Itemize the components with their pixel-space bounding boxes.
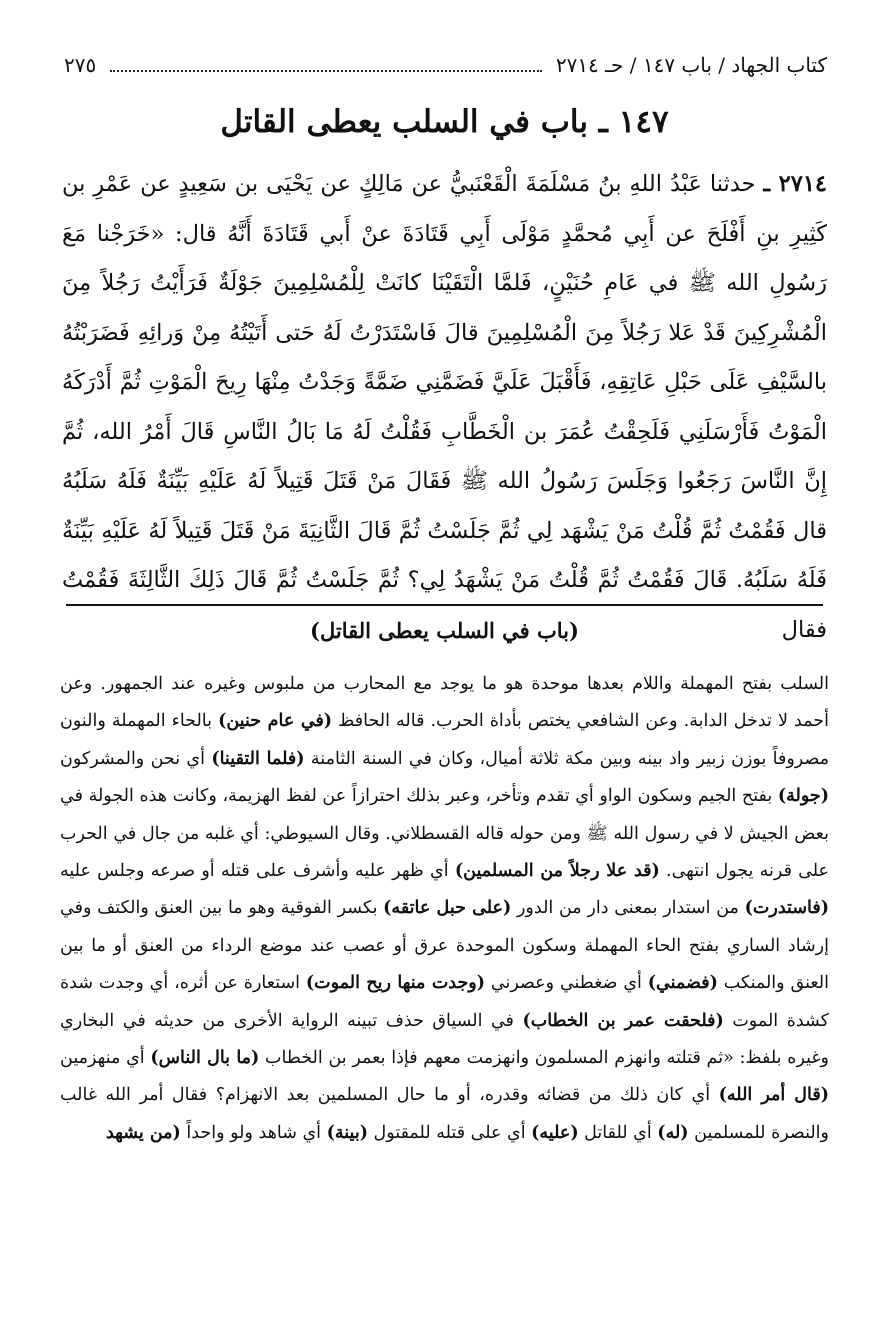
commentary-text: أي للقاتل — [578, 1122, 658, 1143]
commentary-lemma: (بينة) — [326, 1122, 368, 1143]
commentary-text-block — [60, 666, 829, 1152]
commentary-lemma: (وجدت منها ريح الموت) — [305, 973, 486, 994]
commentary-text: أي كان ذلك من قضائه وقدره، أو ما حال المسلمين بعد الانهزام؟ فقال أمر الله غالب والنصرة للمسلمين — [60, 1085, 829, 1143]
commentary-heading: (باب في السلب يعطى القاتل) — [310, 618, 579, 643]
commentary-text: من استدار بمعنى دار من الدور — [511, 898, 745, 919]
commentary-lemma: (على حبل عاتقه) — [383, 898, 512, 919]
commentary-lemma: (جولة) — [777, 786, 829, 807]
commentary-text: أي شاهد ولو واحداً — [180, 1122, 327, 1143]
chapter-heading: ١٤٧ ـ باب في السلب يعطى القاتل — [220, 104, 669, 140]
commentary-text: أي منهزمين — [60, 1048, 151, 1069]
commentary-text: بفتح الجيم وسكون الواو أي تقدم وتأخر، وعبر بذلك احترازاً عن لفظ الهزيمة، وكانت هذه الجولة في بعض الجيش لا في رسول الله ﷺ ومن حوله قاله القسطلاني. وقال السيوطي: أي غلبه من جال في الحرب على قرنه يجول انتهى. — [60, 786, 829, 882]
commentary-lemma: (قال أمر الله) — [718, 1085, 830, 1106]
commentary-text: السلب بفتح المهملة واللام بعدها موحدة هو ما يوجد مع المحارب من ملبوس وغيره عند الجمهور. وعن أحمد لا تدخل الدابة. وعن الشافعي يختص بأداة الحرب. قاله الحافظ — [60, 674, 829, 732]
commentary-text: بالحاء المهملة والنون مصروفاً بوزن زبير واد بينه وبين مكة ثلاثة أميال، وكان في السنة الثامنة — [60, 711, 830, 769]
commentary-lemma: (في عام حنين) — [218, 711, 333, 732]
dotted-leader — [110, 70, 542, 72]
commentary-lemma: (له) — [657, 1122, 689, 1143]
commentary-lemma: (فضمني) — [647, 973, 718, 994]
commentary-lemma: (قد علا رجلاً من المسلمين) — [454, 861, 660, 882]
commentary-lemma: (فلحقت عمر بن الخطاب) — [522, 1010, 724, 1031]
page-number: ٢٧٥ — [64, 53, 97, 77]
commentary-text: أي على قتله للمقتول — [367, 1122, 532, 1143]
commentary-text: بكسر الفوقية وهو ما بين العنق والكتف وفي إرشاد الساري بفتح الحاء المهملة وسكون الموحدة عرق أو عصب عند موضع الرداء من العنق أو ما بين العنق والمنكب — [60, 898, 829, 994]
running-header — [64, 48, 827, 82]
commentary-text: أي نحن والمشركون — [60, 748, 212, 769]
commentary-text: أي ظهر عليه وأشرف على قتله أو صرعه وجلس عليه — [60, 861, 455, 882]
section-divider — [66, 604, 823, 606]
commentary-lemma: (فاستدرت) — [744, 898, 829, 919]
commentary-lemma: (من يشهد — [106, 1122, 181, 1143]
commentary-text: أي ضغطني وعصرني — [485, 973, 648, 994]
hadith-text-block — [62, 160, 827, 655]
commentary-lemma: (ما بال الناس) — [150, 1048, 260, 1069]
running-title: كتاب الجهاد / باب ١٤٧ / حـ ٢٧١٤ — [555, 53, 827, 77]
commentary-lemma: (عليه) — [531, 1122, 579, 1143]
hadith-text: حدثنا عَبْدُ اللهِ بنُ مَسْلَمَةَ الْقَعْنَبيُّ عن مَالِكٍ عن يَحْيَى بن سَعِيدٍ عن عَمْرِ بن كَثِيرِ بنِ أَفْلَحَ عن أَبِي مُحمَّدٍ مَوْلَى أَبِي قَتَادَةَ عنْ أَبي قَتَادَةَ أَنَّهُ قال: «خَرَجْنا مَعَ رَسُولِ الله ﷺ في عَامِ حُنَيْنٍ، فَلمَّا الْتَقَيْنَا كانَتْ لِلْمُسْلِمِينَ جَوْلَةٌ فَرَأَيْتُ رَجُلاً مِنَ الْمُشْرِكِينَ قَدْ عَلا رَجُلاً مِنَ الْمُسْلِمِينَ قالَ فَاسْتَدَرْتُ لَهُ حَتى أَتَيْتُهُ مِنْ وَرائِهِ فَضَرَبْتُهُ بالسَّيْفِ عَلَى حَبْلِ عَاتِقِهِ، فَأَقْبَلَ عَلَيَّ فَضَمَّنِي ضَمَّةً وَجَدْتُ مِنْهَا رِيحَ الْمَوْتِ ثُمَّ أَدْرَكَهُ الْمَوْتُ فَأَرْسَلَنِي فَلَحِقْتُ عُمَرَ بن الْخَطَّابِ فَقُلْتُ لَهُ مَا بَالُ النَّاسِ قَالَ أَمْرُ الله، ثُمَّ إِنَّ النَّاسَ رَجَعُوا وَجَلَسَ رَسُولُ الله ﷺ فَقَالَ مَنْ قَتَلَ قَتِيلاً لَهُ عَلَيْهِ بَيِّنَةٌ فَلَهُ سَلَبُهُ قال فَقُمْتُ ثُمَّ قُلْتُ مَنْ يَشْهَد لِي ثُمَّ جَلَسْتُ ثُمَّ قَالَ الثَّانِيَةَ مَنْ قَتَلَ قَتِيلاً لَهُ عَلَيْهِ بَيِّنَةٌ فَلَهُ سَلَبُهُ. قَالَ فَقُمْتُ ثُمَّ قُلْتُ مَنْ يَشْهَدُ لِي؟ ثُمَّ جَلَسْتُ ثُمَّ قَالَ ذَلِكَ الثَّالِثَةَ فَقُمْتُ فقال — [62, 171, 827, 643]
commentary-text: في السياق حذف تبينه الرواية الأخرى من حديثه في البخاري وغيره بلفظ: «ثم قتلته وانهزم المسلمون وانهزمت معهم فإذا بعمر بن الخطاب — [60, 1010, 829, 1069]
commentary-lemma: (فلما التقينا) — [211, 748, 305, 769]
hadith-number: ٢٧١٤ ـ — [763, 171, 827, 197]
commentary-text: استعارة عن أثره، أي وجدت شدة كشدة الموت — [60, 973, 830, 1031]
